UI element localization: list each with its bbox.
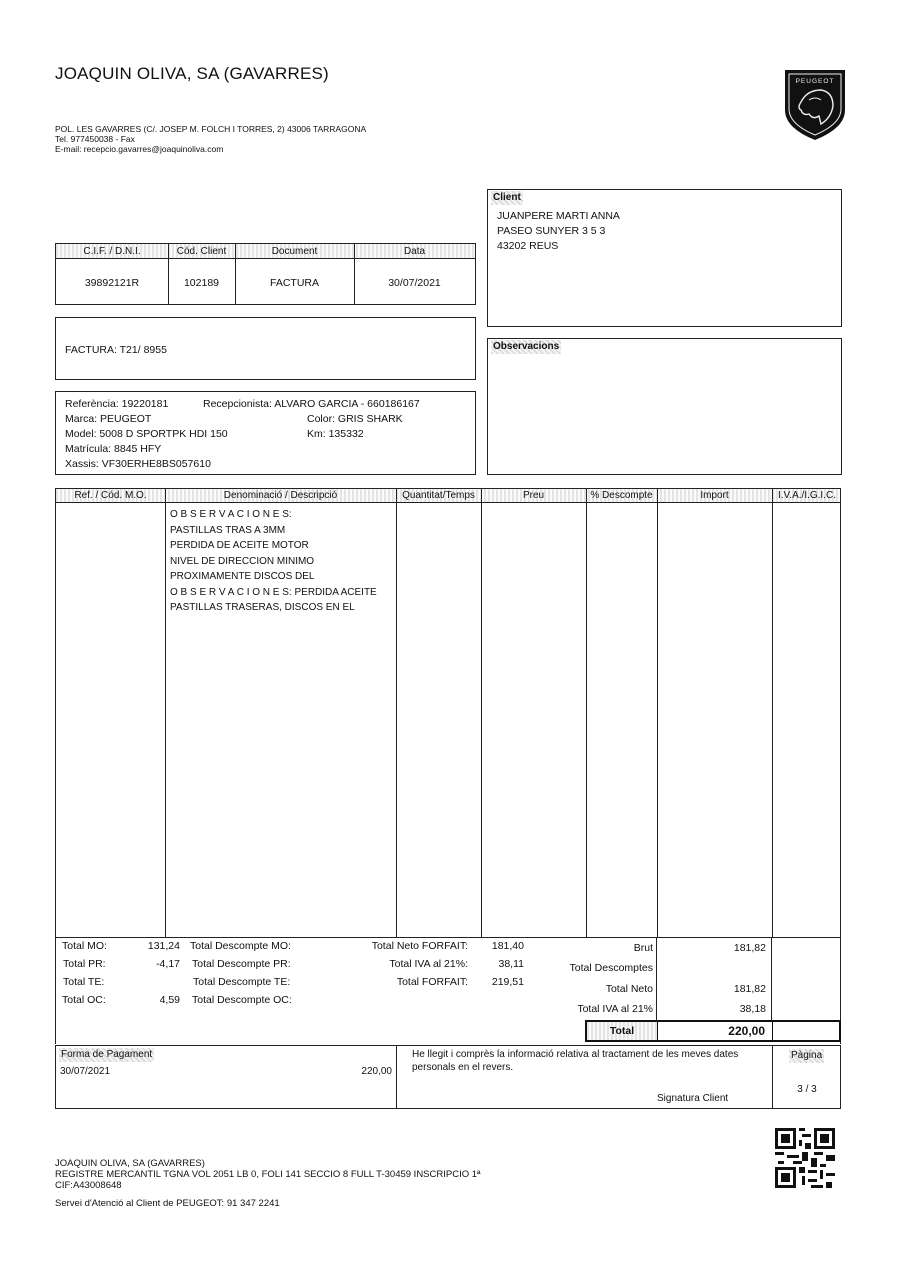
client-street: PASEO SUNYER 3 5 3 — [497, 225, 606, 237]
description-line: NIVEL DE DIRECCION MINIMO — [170, 555, 315, 567]
total-pr-label: Total PR: — [63, 958, 106, 970]
signature-label: Signatura Client — [657, 1093, 729, 1104]
observacions-label: Observacions — [493, 341, 560, 352]
vehicle-info-box — [55, 391, 476, 475]
total-label: Total — [609, 1025, 635, 1037]
col-ref: Ref. / Cód. M.O. — [74, 490, 147, 501]
col-descompte: % Descompte — [590, 490, 653, 501]
total-descompte-mo-label: Total Descompte MO: — [190, 940, 291, 952]
total-mo-label: Total MO: — [62, 940, 107, 952]
col-preu: Preu — [522, 490, 545, 501]
client-city: 43202 REUS — [497, 240, 559, 252]
forfait-iva-label: Total IVA al 21%: — [389, 958, 468, 970]
description-line: O B S E R V A C I O N E S: PERDIDA ACEITE — [170, 586, 377, 598]
page-label: Pàgina — [791, 1050, 823, 1061]
description-line: PASTILLAS TRASERAS, DISCOS EN EL — [170, 602, 355, 613]
invoice-number-box — [55, 317, 476, 380]
totals-area — [55, 938, 841, 1044]
header-document: Document — [271, 246, 318, 257]
total-descomptes-label: Total Descomptes — [569, 962, 653, 974]
line-items-table — [55, 488, 841, 938]
header-cif: C.I.F. / D.N.I. — [83, 246, 141, 257]
forfait-total-value: 219,51 — [491, 976, 524, 988]
forfait-total-label: Total FORFAIT: — [396, 976, 468, 988]
description-line: PASTILLAS TRAS A 3MM — [170, 524, 286, 536]
company-name: JOAQUIN OLIVA, SA (GAVARRES) — [55, 64, 329, 83]
client-name: JUANPERE MARTI ANNA — [497, 210, 620, 222]
footer-cif: CIF:A43008648 — [55, 1180, 122, 1191]
total-descompte-te-label: Total Descompte TE: — [193, 976, 291, 988]
description-line: O B S E R V A C I O N E S: — [170, 509, 292, 520]
total-te-label: Total TE: — [63, 976, 105, 988]
total-mo-value: 131,24 — [147, 940, 180, 952]
col-import: Import — [700, 490, 729, 501]
header-cod-client: Cód. Client — [176, 246, 227, 257]
peugeot-logo — [779, 62, 851, 142]
col-descripcio: Denominació / Descripció — [223, 490, 338, 501]
page-number: 3 / 3 — [797, 1084, 817, 1095]
total-oc-label: Total OC: — [62, 994, 106, 1006]
brut-label: Brut — [633, 942, 653, 954]
vehicle-xassis: Xassis: VF30ERHE8BS057610 — [65, 458, 211, 470]
vehicle-marca: Marca: PEUGEOT — [65, 413, 152, 425]
qr-code — [775, 1128, 835, 1188]
total-iva-label: Total IVA al 21% — [577, 1003, 653, 1015]
company-email: E-mail: recepcio.gavarres@joaquinoliva.com — [55, 144, 224, 154]
total-pr-value: -4,17 — [156, 958, 180, 970]
header-data: Data — [403, 246, 426, 257]
observacions-box — [487, 338, 842, 475]
description-lines — [170, 507, 395, 616]
cod-client-value: 102189 — [183, 277, 220, 289]
vehicle-model: Model: 5008 D SPORTPK HDI 150 — [65, 428, 228, 440]
total-value: 220,00 — [728, 1024, 765, 1038]
payment-date: 30/07/2021 — [60, 1066, 111, 1077]
total-oc-value: 4,59 — [159, 994, 180, 1006]
payment-amount: 220,00 — [361, 1066, 392, 1077]
vehicle-referencia: Referència: 19220181 — [65, 398, 169, 410]
invoice-number: FACTURA: T21/ 8955 — [65, 344, 167, 356]
footer-registry: REGISTRE MERCANTIL TGNA VOL 2051 LB 0, FOLI 141 SECCIO 8 FULL T-30459 INSCRIPCIO 1ª — [55, 1169, 481, 1180]
total-descompte-oc-label: Total Descompte OC: — [192, 994, 292, 1006]
total-neto-label: Total Neto — [605, 983, 653, 995]
company-phone: Tel. 977450038 - Fax — [55, 134, 135, 144]
forfait-neto-value: 181,40 — [491, 940, 524, 952]
total-row — [585, 1020, 841, 1042]
col-iva: I.V.A./I.G.I.C. — [778, 490, 836, 501]
privacy-text: He llegit i comprès la informació relativa al tractament de les meves dates personals en el revers. — [412, 1049, 739, 1073]
vehicle-color: Color: GRIS SHARK — [307, 413, 403, 425]
brut-value: 181,82 — [733, 942, 766, 954]
total-descompte-pr-label: Total Descompte PR: — [192, 958, 291, 970]
cif-value: 39892121R — [84, 277, 140, 289]
payment-box — [55, 1045, 841, 1109]
description-line: PERDIDA DE ACEITE MOTOR — [170, 540, 309, 551]
forfait-neto-label: Total Neto FORFAIT: — [371, 940, 468, 952]
client-label: Client — [493, 192, 521, 203]
description-line: PROXIMAMENTE DISCOS DEL — [170, 571, 315, 582]
document-info-table — [55, 243, 476, 305]
date-value: 30/07/2021 — [388, 277, 441, 289]
payment-label: Forma de Pagament — [61, 1049, 153, 1060]
total-iva-value: 38,18 — [739, 1003, 766, 1015]
vehicle-km: Km: 135332 — [307, 428, 364, 440]
company-address: POL. LES GAVARRES (C/. JOSEP M. FOLCH I TORRES, 2) 43006 TARRAGONA — [55, 124, 367, 134]
footer-service: Servei d'Atenció al Client de PEUGEOT: 91 347 2241 — [55, 1198, 280, 1209]
total-neto-value: 181,82 — [733, 983, 766, 995]
vehicle-recepcionista: Recepcionista: ALVARO GARCIA - 660186167 — [203, 398, 420, 410]
svg-text:PEUGEOT: PEUGEOT — [795, 78, 835, 85]
document-value: FACTURA — [269, 277, 319, 289]
col-quantitat: Quantitat/Temps — [402, 490, 475, 501]
client-box — [487, 189, 842, 327]
footer-company: JOAQUIN OLIVA, SA (GAVARRES) — [55, 1158, 205, 1169]
vehicle-matricula: Matrícula: 8845 HFY — [65, 443, 162, 455]
forfait-iva-value: 38,11 — [498, 958, 524, 970]
